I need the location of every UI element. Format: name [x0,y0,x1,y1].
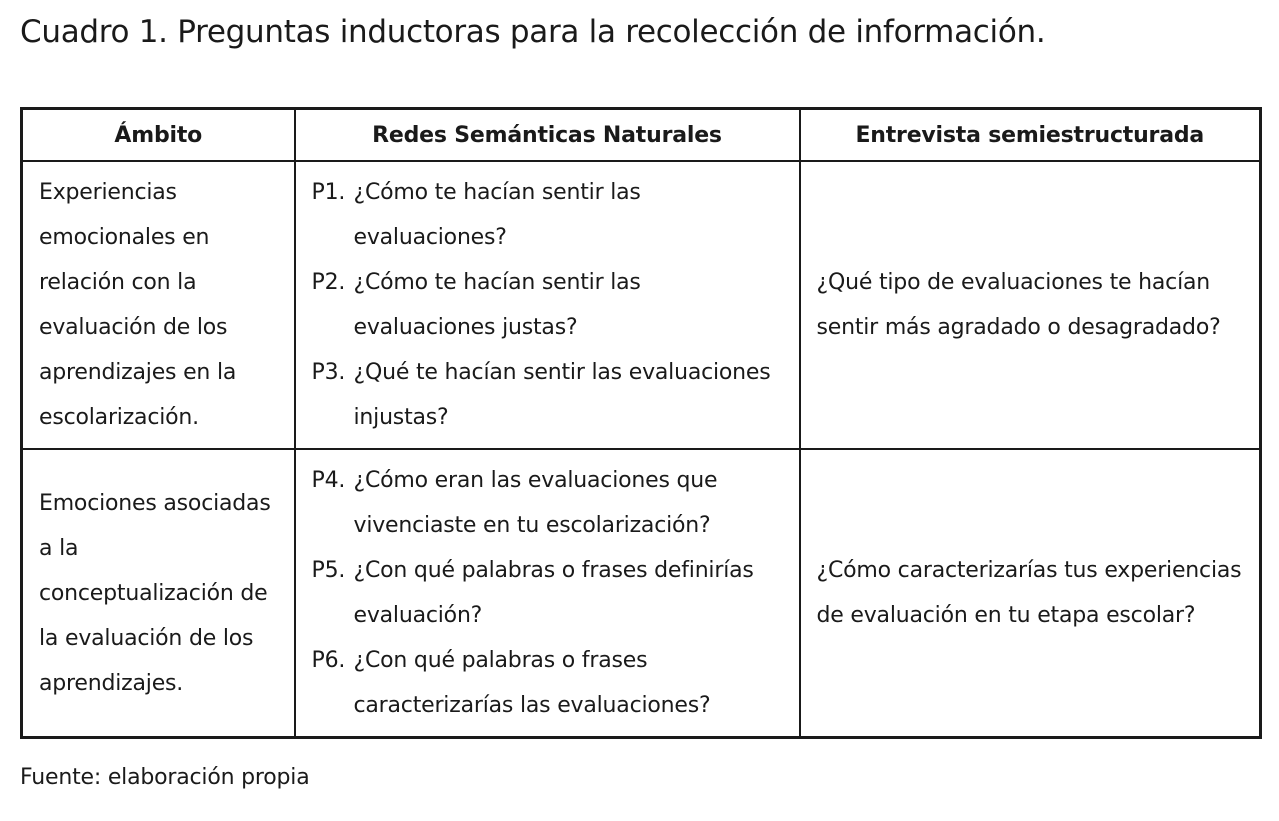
question-item [312,458,783,548]
question-item [312,638,783,728]
question-text: ¿Cómo eran las evaluaciones que vivenciaste en tu escolarización? [353,468,718,538]
ambito-cell: Experiencias emocionales en relación con la evaluación de los aprendizajes en la escolarización. [22,161,295,449]
question-number: P2. [311,270,346,295]
question-item [312,350,783,440]
table-header-row [22,109,1261,162]
column-header-entrevista: Entrevista semiestructurada [800,109,1261,162]
question-item [312,548,783,638]
question-item [312,170,783,260]
question-number: P6. [311,648,346,673]
question-number: P4. [311,468,346,493]
question-text: ¿Con qué palabras o frases definirías evaluación? [353,558,754,628]
question-number: P1. [311,180,346,205]
questions-cell [295,161,800,449]
questions-table [20,107,1262,739]
column-header-ambito: Ámbito [22,109,295,162]
table-row [22,449,1261,738]
source-note: Fuente: elaboración propia [20,765,310,790]
column-header-redes-semanticas: Redes Semánticas Naturales [295,109,800,162]
question-item [312,260,783,350]
question-text: ¿Con qué palabras o frases caracterizarías las evaluaciones? [353,648,711,718]
questions-cell [295,449,800,738]
question-number: P5. [311,558,346,583]
question-text: ¿Cómo te hacían sentir las evaluaciones? [353,180,641,250]
ambito-cell: Emociones asociadas a la conceptualización de la evaluación de los aprendizajes. [22,449,295,738]
question-list [312,170,783,440]
interview-question-cell: ¿Qué tipo de evaluaciones te hacían sentir más agradado o desagradado? [800,161,1261,449]
table-row [22,161,1261,449]
interview-question-cell: ¿Cómo caracterizarías tus experiencias de evaluación en tu etapa escolar? [800,449,1261,738]
question-list [312,458,783,728]
question-number: P3. [311,360,346,385]
question-text: ¿Qué te hacían sentir las evaluaciones injustas? [353,360,771,430]
table-caption: Cuadro 1. Preguntas inductoras para la recolección de información. [20,14,1046,50]
question-text: ¿Cómo te hacían sentir las evaluaciones justas? [353,270,641,340]
